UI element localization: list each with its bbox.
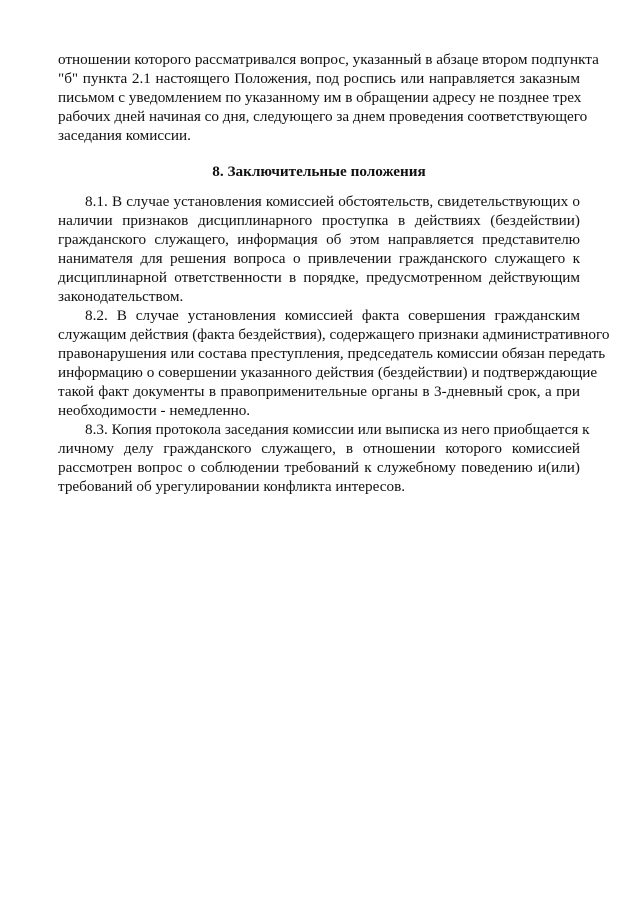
p81-line-2: наличии признаков дисциплинарного проступка в действиях (бездействии) [58, 212, 580, 229]
p82-line-5: такой факт документы в правоприменительные органы в 3-дневный срок, а при [58, 383, 580, 400]
section-heading: 8. Заключительные положения [212, 163, 426, 180]
intro-line-1: отношении которого рассматривался вопрос, указанный в абзаце втором подпункта [58, 51, 599, 68]
p83-line-2: личному делу гражданского служащего, в отношении которого комиссией [58, 440, 580, 457]
intro-line-5: заседания комиссии. [58, 127, 191, 144]
p81-line-3: гражданского служащего, информация об этом направляется представителю [58, 231, 580, 248]
p82-line-1: 8.2. В случае установления комиссией факта совершения гражданским [85, 307, 580, 324]
p82-line-2: служащим действия (факта бездействия), содержащего признаки административного [58, 326, 610, 343]
intro-line-3: письмом с уведомлением по указанному им в обращении адресу не позднее трех [58, 89, 582, 106]
p81-line-6: законодательством. [58, 288, 184, 305]
p81-line-4: нанимателя для решения вопроса о привлечении гражданского служащего к [58, 250, 580, 267]
p83-line-3: рассмотрен вопрос о соблюдении требований к служебному поведению и(или) [58, 459, 580, 476]
p82-line-6: необходимости - немедленно. [58, 402, 251, 419]
p81-line-1: 8.1. В случае установления комиссией обстоятельств, свидетельствующих о [85, 193, 580, 210]
intro-line-2: "б" пункта 2.1 настоящего Положения, под роспись или направляется заказным [58, 70, 580, 87]
p82-line-3: правонарушения или состава преступления, председатель комиссии обязан передать [58, 345, 606, 362]
p83-line-4: требований об урегулировании конфликта интересов. [58, 478, 406, 495]
p81-line-5: дисциплинарной ответственности в порядке, предусмотренном действующим [58, 269, 580, 286]
p83-line-1: 8.3. Копия протокола заседания комиссии или выписка из него приобщается к [85, 421, 590, 438]
p82-line-4: информацию о совершении указанного действия (бездействии) и подтверждающие [58, 364, 598, 381]
intro-line-4: рабочих дней начиная со дня, следующего за днем проведения соответствующего [58, 108, 588, 125]
